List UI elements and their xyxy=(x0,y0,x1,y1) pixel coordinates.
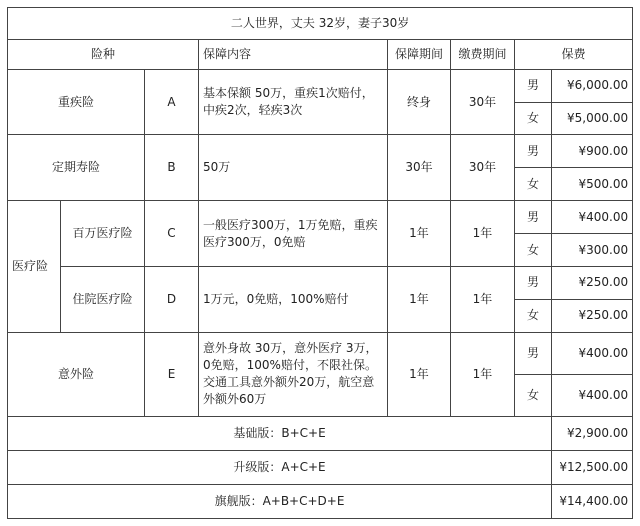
plan-period: 1年 xyxy=(388,332,451,416)
premium-male: ¥250.00 xyxy=(552,267,633,300)
plan-group-name: 医疗险 xyxy=(8,201,61,333)
header-period: 保障期间 xyxy=(388,39,451,69)
plan-payment: 1年 xyxy=(451,267,515,333)
plan-payment: 30年 xyxy=(451,135,515,201)
plan-period: 1年 xyxy=(388,201,451,267)
gender-male-label: 男 xyxy=(515,332,552,374)
plan-coverage: 基本保额 50万，重疾1次赔付，中疾2次，轻疾3次 xyxy=(199,69,388,135)
plan-coverage: 50万 xyxy=(199,135,388,201)
plan-name: 重疾险 xyxy=(8,69,145,135)
gender-female-label: 女 xyxy=(515,168,552,201)
summary-label: 旗舰版：A+B+C+D+E xyxy=(8,484,552,518)
premium-female: ¥300.00 xyxy=(552,234,633,267)
premium-male: ¥400.00 xyxy=(552,332,633,374)
plan-period: 终身 xyxy=(388,69,451,135)
plan-code: E xyxy=(145,332,199,416)
gender-female-label: 女 xyxy=(515,234,552,267)
plan-payment: 30年 xyxy=(451,69,515,135)
header-premium: 保费 xyxy=(515,39,633,69)
premium-male: ¥400.00 xyxy=(552,201,633,234)
premium-male: ¥6,000.00 xyxy=(552,69,633,102)
table-title: 二人世界，丈夫 32岁，妻子30岁 xyxy=(8,8,633,40)
plan-name: 百万医疗险 xyxy=(61,201,145,267)
plan-coverage: 意外身故 30万，意外医疗 3万，0免赔，100%赔付，不限社保。交通工具意外额外20万，航空意外额外60万 xyxy=(199,332,388,416)
plan-payment: 1年 xyxy=(451,201,515,267)
premium-female: ¥250.00 xyxy=(552,299,633,332)
gender-male-label: 男 xyxy=(515,267,552,300)
insurance-plan-table xyxy=(7,7,633,519)
premium-male: ¥900.00 xyxy=(552,135,633,168)
gender-male-label: 男 xyxy=(515,201,552,234)
plan-period: 1年 xyxy=(388,267,451,333)
header-payment: 缴费期间 xyxy=(451,39,515,69)
plan-code: A xyxy=(145,69,199,135)
plan-name: 意外险 xyxy=(8,332,145,416)
plan-period: 30年 xyxy=(388,135,451,201)
plan-coverage: 1万元，0免赔，100%赔付 xyxy=(199,267,388,333)
header-type: 险种 xyxy=(8,39,199,69)
summary-label: 升级版：A+C+E xyxy=(8,451,552,485)
gender-male-label: 男 xyxy=(515,69,552,102)
summary-total: ¥2,900.00 xyxy=(552,417,633,451)
gender-female-label: 女 xyxy=(515,102,552,135)
plan-code: D xyxy=(145,267,199,333)
plan-coverage: 一般医疗300万，1万免赔，重疾医疗300万，0免赔 xyxy=(199,201,388,267)
premium-female: ¥400.00 xyxy=(552,374,633,416)
plan-payment: 1年 xyxy=(451,332,515,416)
gender-male-label: 男 xyxy=(515,135,552,168)
plan-code: B xyxy=(145,135,199,201)
plan-code: C xyxy=(145,201,199,267)
summary-total: ¥14,400.00 xyxy=(552,484,633,518)
plan-name: 定期寿险 xyxy=(8,135,145,201)
premium-female: ¥5,000.00 xyxy=(552,102,633,135)
plan-name: 住院医疗险 xyxy=(61,267,145,333)
summary-label: 基础版：B+C+E xyxy=(8,417,552,451)
header-coverage: 保障内容 xyxy=(199,39,388,69)
summary-total: ¥12,500.00 xyxy=(552,451,633,485)
gender-female-label: 女 xyxy=(515,299,552,332)
premium-female: ¥500.00 xyxy=(552,168,633,201)
gender-female-label: 女 xyxy=(515,374,552,416)
